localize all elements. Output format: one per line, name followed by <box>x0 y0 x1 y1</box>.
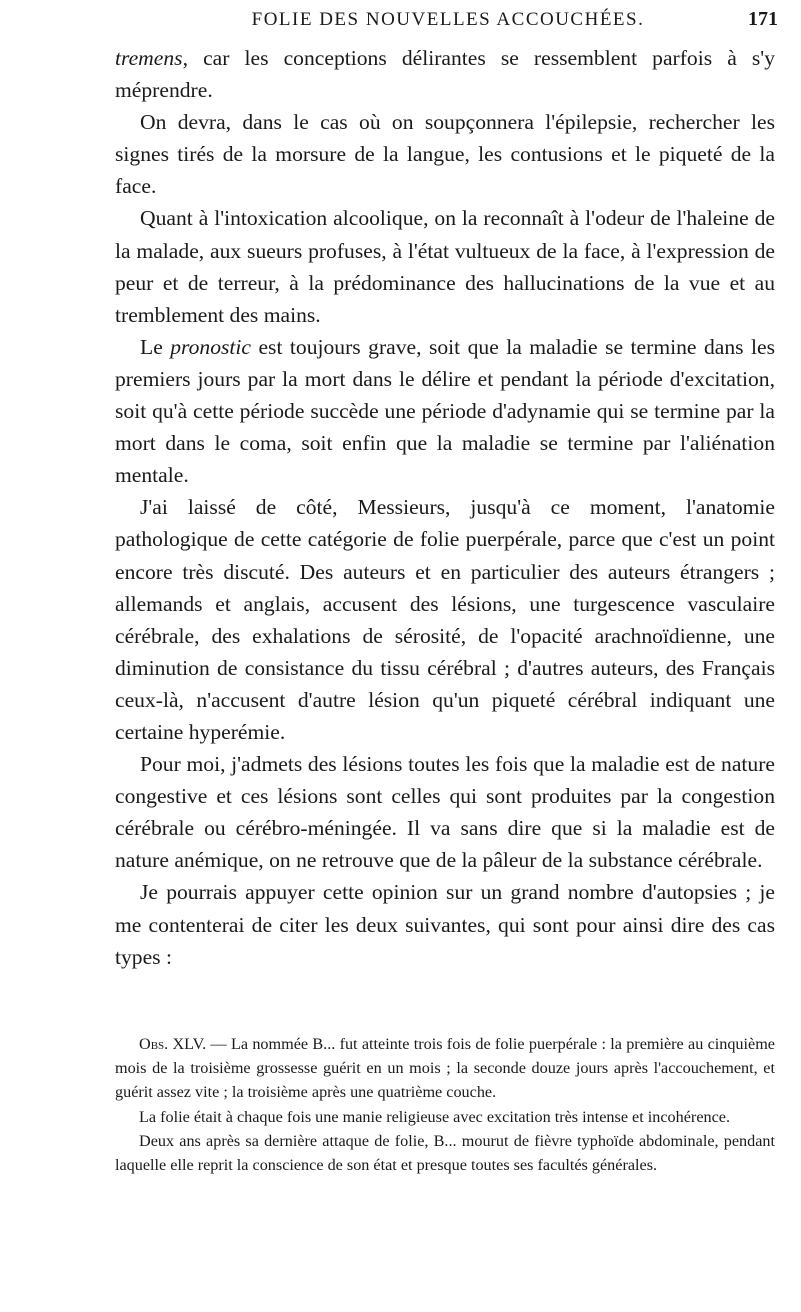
paragraph-4-text: est toujours grave, soit que la maladie se termine dans les premiers jours par la mort dans le délire et pendant la période d'excitation, soit qu'à cette période succède une période d'adynamie qui se termine par la mort dans le coma, soit enfin que la maladie se termine par l'aliénation mentale. <box>115 334 775 488</box>
paragraph-2: On devra, dans le cas où on soupçonnera l'épilepsie, rechercher les signes tirés de la morsure de la langue, les contusions et le piqueté de la face. <box>115 110 775 199</box>
observation-notes <box>115 1032 775 1177</box>
main-text <box>115 42 775 973</box>
observation-1 <box>115 1032 775 1105</box>
paragraph-6: Pour moi, j'admets des lésions toutes les fois que la maladie est de nature congestive et ces lésions sont celles qui sont produites par la congestion cérébrale ou cérébro-méningée. Il va sans dire que si la maladie est de nature anémique, on ne retrouve que de la pâleur de la substance cérébrale. <box>115 752 775 873</box>
observation-3: Deux ans après sa dernière attaque de folie, B... mourut de fièvre typhoïde abdominale, pendant laquelle elle reprit la conscience de son état et presque toutes ses facultés générales. <box>115 1131 775 1175</box>
paragraph-3: Quant à l'intoxication alcoolique, on la reconnaît à l'odeur de l'haleine de la malade, aux sueurs profuses, à l'état vultueux de la face, à l'expression de peur et de terreur, à la prédominance des hallucinations de la vue et au tremblement des mains. <box>115 206 775 327</box>
paragraph-4-lead: Le <box>140 334 171 359</box>
observation-label: Obs. XLV. <box>139 1035 207 1053</box>
paragraph-4 <box>115 331 775 491</box>
paragraph-7: Je pourrais appuyer cette opinion sur un grand nombre d'autopsies ; je me contenterai de citer les deux suivantes, qui sont pour ainsi dire des cas types : <box>115 880 775 969</box>
paragraph-1 <box>115 42 775 106</box>
paragraph-5: J'ai laissé de côté, Messieurs, jusqu'à ce moment, l'anatomie pathologique de cette catégorie de folie puerpérale, parce que c'est un point encore très discuté. Des auteurs et en particulier des auteurs étrangers ; allemands et anglais, accusent des lésions, une turgescence vasculaire cérébrale, des exhalations de sérosité, de l'opacité arachnoïdienne, une diminution de consistance du tissu cérébral ; d'autres auteurs, des Français ceux-là, n'accusent d'autre lésion qu'un piqueté cérébral indiquant une certaine hyperémie. <box>115 495 775 744</box>
page-number: 171 <box>748 8 778 30</box>
term-pronostic: pronostic <box>170 334 252 359</box>
running-title: FOLIE DES NOUVELLES ACCOUCHÉES. <box>251 9 645 30</box>
observation-2: La folie était à chaque fois une manie religieuse avec excitation très intense et incohérence. <box>139 1107 731 1126</box>
term-tremens: tremens <box>115 46 183 70</box>
observation-1-text: — La nommée B... fut atteinte trois fois de folie puerpérale : la première au cinquième mois de la troisième grossesse guérit en un mois ; la seconde douze jours après l'accouchement, et guérit assez vite ; la troisième après une quatrième couche. <box>115 1035 775 1102</box>
running-head <box>98 8 778 32</box>
paragraph-1-text: , car les conceptions délirantes se ressemblent parfois à s'y méprendre. <box>115 46 775 103</box>
